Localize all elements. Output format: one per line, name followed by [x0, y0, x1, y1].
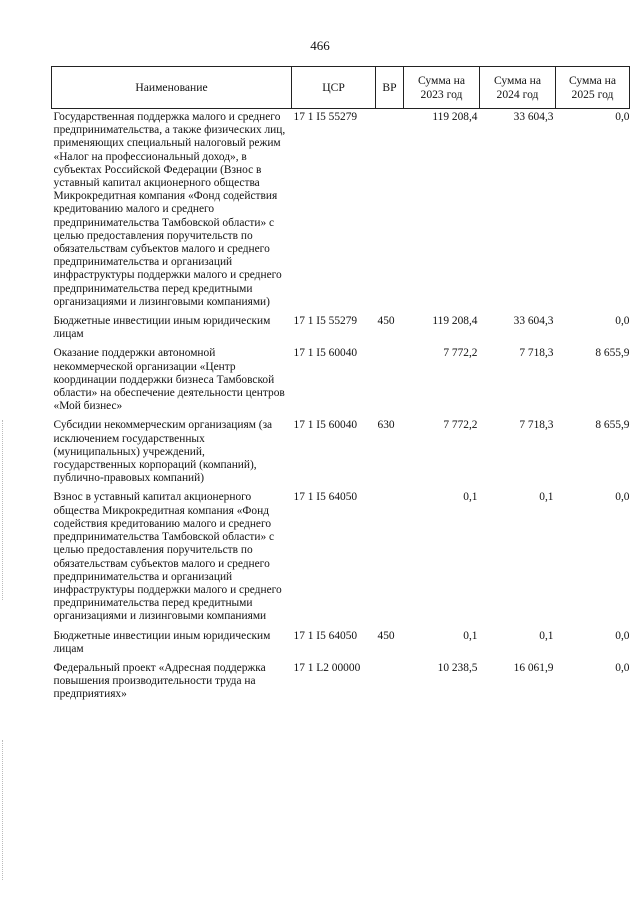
- row-vr: [376, 109, 404, 316]
- row-vr: 450: [377, 315, 395, 328]
- row-sum-2024: 33 604,3: [513, 315, 554, 328]
- row-csr: 17 1 I5 60040: [293, 419, 358, 432]
- row-vr: 450: [377, 629, 395, 642]
- table-row: [52, 419, 630, 491]
- header-name: Наименование: [52, 67, 292, 109]
- header-sum-2024: Сумма на 2024 год: [480, 67, 556, 109]
- row-vr: [376, 491, 404, 629]
- row-sum-2023: 0,1: [463, 629, 478, 642]
- row-name: Оказание поддержки автономной некоммерческой организации «Центр координации поддержки бизнеса Тамбовской области» на обеспечение деятельности центров «Мой бизнес»: [53, 347, 285, 413]
- row-name: Субсидии некоммерческим организациям (за исключением государственных (муниципальных) учреждений, государственных корпораций (компаний), публично-правовых компаний): [53, 419, 273, 485]
- row-sum-2024: 0,1: [539, 491, 554, 504]
- table-row: [52, 109, 630, 316]
- row-name: Государственная поддержка малого и среднего предпринимательства, а также физических лиц, применяющих специальный налоговый режим «Налог на профессиональный доход», в субъектах Российской Федерации (Взнос в уставный капитал акционерного общества Микрокредитная компания «Фонд содействия кредитованию малого и среднего предпринимательства Тамбовской области» с целью предоставления поручительств по обязательствам субъектов малого и среднего предпринимательства и организаций инфраструктуры поддержки малого и среднего предпринимательства перед кредитными организациями и лизинговыми компаниями): [53, 111, 286, 308]
- row-name: Бюджетные инвестиции иным юридическим лицам: [53, 629, 271, 655]
- left-margin-scan-marks: [2, 740, 5, 880]
- row-sum-2024: 0,1: [539, 629, 554, 642]
- row-name: Бюджетные инвестиции иным юридическим лицам: [53, 315, 271, 341]
- row-sum-2024: 7 718,3: [519, 419, 554, 432]
- row-csr: 17 1 I5 64050: [293, 629, 358, 642]
- budget-table: [51, 66, 630, 708]
- row-name: Взнос в уставный капитал акционерного общества Микрокредитная компания «Фонд содействия кредитованию малого и среднего предпринимательства Тамбовской области» с целью предоставления поручительств по обязательствам субъектов малого и среднего предпринимательства и организаций инфраструктуры поддержки малого и среднего предпринимательства перед кредитными организациями и лизинговыми компаниями: [53, 491, 282, 623]
- row-csr: 17 1 I5 55279: [293, 111, 358, 123]
- row-sum-2025: 8 655,9: [595, 347, 630, 360]
- row-sum-2024: 7 718,3: [519, 347, 554, 360]
- row-sum-2023: 119 208,4: [432, 111, 478, 123]
- row-sum-2024: 16 061,9: [513, 661, 554, 674]
- table-row: [52, 491, 630, 629]
- row-csr: 17 1 I5 64050: [293, 491, 358, 504]
- header-vr: ВР: [376, 67, 404, 109]
- row-sum-2025: 8 655,9: [595, 419, 630, 432]
- row-sum-2025: 0,0: [615, 315, 630, 328]
- row-sum-2023: 7 772,2: [443, 419, 478, 432]
- page-number: 466: [310, 38, 330, 53]
- table-row: [52, 347, 630, 419]
- row-sum-2024: 33 604,3: [513, 111, 554, 123]
- row-vr: 630: [377, 419, 395, 432]
- row-csr: 17 1 I5 55279: [293, 315, 358, 328]
- row-sum-2023: 7 772,2: [443, 347, 478, 360]
- row-vr: [376, 662, 404, 708]
- row-sum-2023: 10 238,5: [437, 661, 478, 674]
- row-sum-2025: 0,0: [615, 629, 630, 642]
- row-sum-2025: 0,0: [615, 491, 630, 504]
- table-row: [52, 662, 630, 708]
- table-row: [52, 630, 630, 662]
- header-sum-2023: Сумма на 2023 год: [404, 67, 480, 109]
- left-margin-scan-marks: [2, 420, 5, 600]
- row-csr: 17 1 I5 60040: [293, 347, 358, 360]
- header-sum-2025: Сумма на 2025 год: [556, 67, 630, 109]
- row-vr: [376, 347, 404, 419]
- header-csr: ЦСР: [292, 67, 376, 109]
- table-header-row: [52, 67, 630, 109]
- row-sum-2023: 0,1: [463, 491, 478, 504]
- row-name: Федеральный проект «Адресная поддержка повышения производительности труда на предприятиях»: [53, 661, 266, 701]
- row-sum-2023: 119 208,4: [432, 315, 478, 328]
- row-sum-2025: 0,0: [615, 661, 630, 674]
- row-sum-2025: 0,0: [615, 111, 630, 123]
- row-csr: 17 1 L2 00000: [293, 661, 361, 674]
- table-row: [52, 315, 630, 347]
